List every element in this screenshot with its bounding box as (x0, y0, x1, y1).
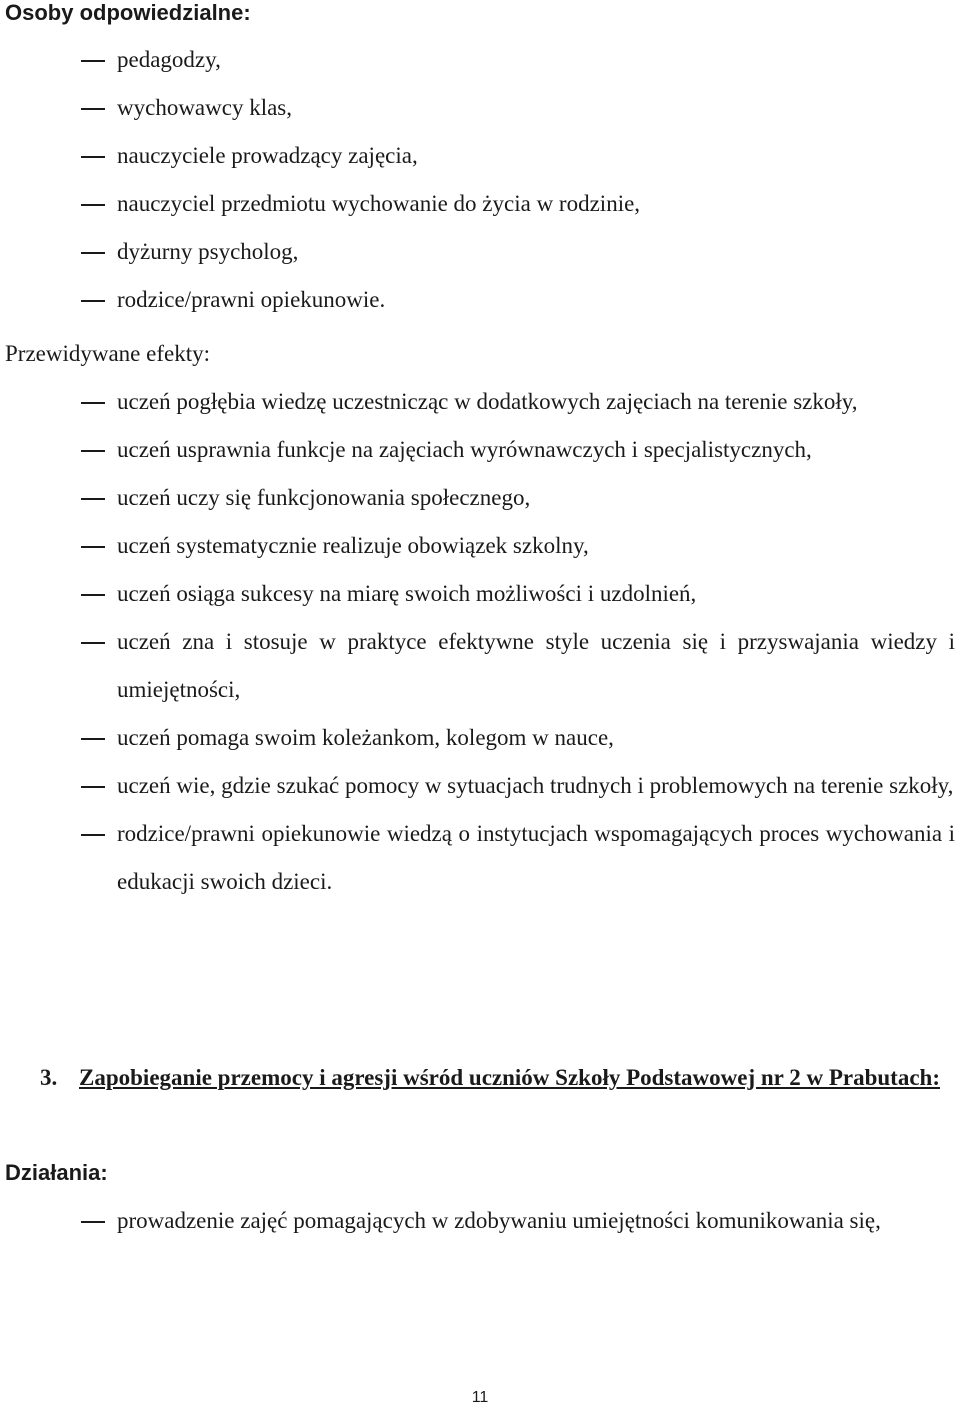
list-item: uczeń usprawnia funkcje na zajęciach wyrównawczych i specjalistycznych, (0, 426, 955, 474)
list-item: dyżurny psycholog, (0, 228, 955, 276)
list-item: uczeń systematycznie realizuje obowiązek szkolny, (0, 522, 955, 570)
effects-list (0, 378, 955, 906)
list-item: uczeń uczy się funkcjonowania społecznego, (0, 474, 955, 522)
list-item: nauczyciel przedmiotu wychowanie do życia w rodzinie, (0, 180, 955, 228)
dash-bullet-icon (81, 738, 105, 740)
dash-bullet-icon (81, 300, 105, 302)
dash-bullet-icon (81, 204, 105, 206)
section-number: 3. (40, 1065, 58, 1090)
responsible-heading: Osoby odpowiedzialne: (5, 0, 251, 25)
dash-bullet-icon (81, 546, 105, 548)
page-number: 11 (471, 1389, 489, 1406)
dash-bullet-icon (81, 252, 105, 254)
list-item: prowadzenie zajęć pomagających w zdobywaniu umiejętności komunikowania się, (0, 1197, 955, 1245)
list-item: uczeń zna i stosuje w praktyce efektywne style uczenia się i przyswajania wiedzy i umiejętności, (0, 618, 955, 714)
dash-bullet-icon (81, 594, 105, 596)
section-title-text: Zapobieganie przemocy i agresji wśród uczniów Szkoły Podstawowej nr 2 w Prabutach: (79, 1065, 940, 1090)
dash-bullet-icon (81, 498, 105, 500)
list-item: uczeń pogłębia wiedzę uczestnicząc w dodatkowych zajęciach na terenie szkoły, (0, 378, 955, 426)
dash-bullet-icon (81, 108, 105, 110)
list-item: rodzice/prawni opiekunowie wiedzą o instytucjach wspomagających proces wychowania i edukacji swoich dzieci. (0, 810, 955, 906)
responsible-list (0, 36, 955, 324)
dash-bullet-icon (81, 786, 105, 788)
dash-bullet-icon (81, 156, 105, 158)
dash-bullet-icon (81, 642, 105, 644)
list-item: uczeń wie, gdzie szukać pomocy w sytuacjach trudnych i problemowych na terenie szkoły, (0, 762, 955, 810)
list-item: rodzice/prawni opiekunowie. (0, 276, 955, 324)
list-item: uczeń pomaga swoim koleżankom, kolegom w nauce, (0, 714, 955, 762)
dash-bullet-icon (81, 834, 105, 836)
list-item: uczeń osiąga sukcesy na miarę swoich możliwości i uzdolnień, (0, 570, 955, 618)
dash-bullet-icon (81, 402, 105, 404)
dash-bullet-icon (81, 1221, 105, 1223)
dash-bullet-icon (81, 60, 105, 62)
effects-heading: Przewidywane efekty: (5, 341, 211, 366)
actions-heading: Działania: (5, 1160, 108, 1185)
actions-list (0, 1197, 955, 1245)
dash-bullet-icon (81, 450, 105, 452)
list-item: pedagodzy, (0, 36, 955, 84)
list-item: wychowawcy klas, (0, 84, 955, 132)
section-3-title (0, 1054, 955, 1102)
list-item: nauczyciele prowadzący zajęcia, (0, 132, 955, 180)
